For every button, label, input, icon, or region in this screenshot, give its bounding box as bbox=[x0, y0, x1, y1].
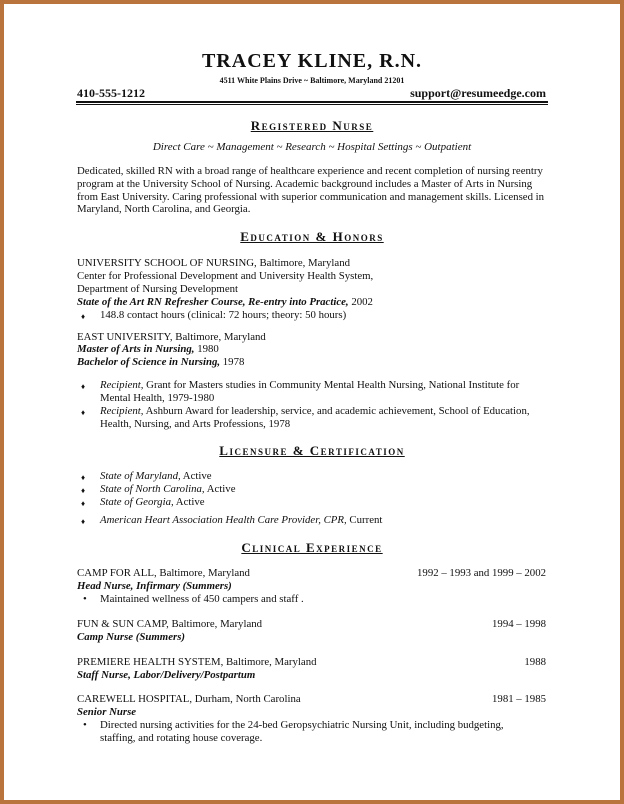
school2-degree2: Bachelor of Science in Nursing, bbox=[77, 356, 221, 368]
school1-hours: 148.8 contact hours (clinical: 72 hours; theory: 50 hours) bbox=[100, 309, 347, 321]
job-1-employer: CAMP FOR ALL, Baltimore, Maryland bbox=[77, 567, 250, 579]
honor-2-label: Recipient, bbox=[100, 405, 144, 417]
bullet-icon: ♦ bbox=[81, 486, 86, 495]
section-title-experience: Clinical Experience bbox=[241, 540, 383, 555]
license-3-label: State of Georgia, bbox=[100, 496, 174, 508]
school1-line1: UNIVERSITY SCHOOL OF NURSING, Baltimore, Maryland bbox=[77, 257, 351, 269]
license-1 bbox=[100, 470, 212, 483]
school1-line3: Department of Nursing Development bbox=[77, 283, 239, 295]
school2-year2: 1978 bbox=[222, 356, 245, 368]
license-3 bbox=[100, 496, 205, 509]
candidate-name: TRACEY KLINE, R.N. bbox=[201, 50, 423, 72]
license-1-label: State of Maryland, bbox=[100, 470, 181, 482]
license-4 bbox=[100, 514, 382, 527]
section-title-objective: Registered Nurse bbox=[250, 118, 374, 133]
honor-2-text: Ashburn Award for leadership, service, and academic achievement, School of Education, bbox=[145, 405, 530, 417]
license-1-status: Active bbox=[182, 470, 212, 482]
section-title-licensure: Licensure & Certification bbox=[219, 443, 405, 458]
job-1-dates: 1992 – 1993 and 1999 – 2002 bbox=[417, 567, 546, 579]
honor-1-line2: Mental Health, 1979-1980 bbox=[100, 392, 215, 404]
header-rule bbox=[76, 101, 548, 105]
job-4-dates: 1981 – 1985 bbox=[492, 693, 546, 705]
license-3-status: Active bbox=[175, 496, 205, 508]
license-2 bbox=[100, 483, 235, 496]
job-1-role: Head Nurse, Infirmary (Summers) bbox=[77, 580, 232, 592]
bullet-icon: ♦ bbox=[81, 499, 86, 508]
school1-program: State of the Art RN Refresher Course, Re-entry into Practice, bbox=[77, 296, 349, 308]
license-4-status: Current bbox=[349, 514, 383, 526]
honor-1-line1 bbox=[100, 379, 519, 392]
bullet-icon: ♦ bbox=[81, 517, 86, 526]
job-4-employer: CAREWELL HOSPITAL, Durham, North Carolina bbox=[77, 693, 301, 705]
bullet-icon: ♦ bbox=[81, 408, 86, 417]
school1-line2: Center for Professional Development and University Health System, bbox=[77, 270, 374, 282]
address: 4511 White Plains Drive ~ Baltimore, Maryland 21201 bbox=[219, 76, 405, 85]
license-2-label: State of North Carolina, bbox=[100, 483, 205, 495]
bullet-icon: • bbox=[83, 593, 87, 605]
school2-line1: EAST UNIVERSITY, Baltimore, Maryland bbox=[77, 331, 266, 343]
job-4-bullet-line2: staffing, and rotating house coverage. bbox=[100, 732, 263, 744]
job-2-dates: 1994 – 1998 bbox=[492, 618, 546, 630]
school2-year1: 1980 bbox=[197, 343, 219, 355]
job-3-role: Staff Nurse, Labor/Delivery/Postpartum bbox=[77, 669, 256, 681]
bullet-icon: ♦ bbox=[81, 473, 86, 482]
job-3-employer: PREMIERE HEALTH SYSTEM, Baltimore, Maryland bbox=[77, 656, 317, 668]
honor-1-text: Grant for Masters studies in Community Mental Health Nursing, National Institute for bbox=[146, 379, 520, 391]
school2-degree1: Master of Arts in Nursing, bbox=[77, 343, 195, 355]
honor-1-label: Recipient, bbox=[100, 379, 144, 391]
bullet-icon: ♦ bbox=[81, 312, 86, 321]
phone: 410-555-1212 bbox=[77, 86, 145, 100]
summary-paragraph: Dedicated, skilled RN with a broad range of healthcare experience and recent completion of nursing reentry program at the University School of Nursing. Academic background includes a Master of Arts in Nursing from East University. Caring professional with superior communication and management skills. Licensed in Maryland, North Carolina, and Georgia. bbox=[77, 165, 545, 216]
bullet-icon: ♦ bbox=[81, 382, 86, 391]
school2-degree2-line bbox=[77, 356, 244, 369]
job-4-role: Senior Nurse bbox=[77, 706, 137, 718]
school1-program-line bbox=[77, 296, 373, 309]
resume-page bbox=[4, 4, 620, 800]
objective-subtitle: Direct Care ~ Management ~ Research ~ Hospital Settings ~ Outpatient bbox=[152, 141, 472, 153]
honor-2-line1 bbox=[100, 405, 530, 418]
job-1-bullet: Maintained wellness of 450 campers and staff . bbox=[100, 593, 304, 605]
job-3-dates: 1988 bbox=[524, 656, 546, 668]
job-2-role: Camp Nurse (Summers) bbox=[77, 631, 185, 643]
license-2-status: Active bbox=[206, 483, 236, 495]
job-4-bullet-line1: Directed nursing activities for the 24-bed Geropsychiatric Nursing Unit, including budgeting, bbox=[100, 719, 504, 731]
bullet-icon: • bbox=[83, 719, 87, 731]
section-title-education: Education & Honors bbox=[240, 229, 384, 244]
school2-degree1-line bbox=[77, 343, 219, 356]
school1-year: 2002 bbox=[351, 296, 373, 308]
license-4-label: American Heart Association Health Care Provider, CPR, bbox=[100, 514, 347, 526]
email-link[interactable]: support@resumeedge.com bbox=[410, 86, 546, 100]
job-2-employer: FUN & SUN CAMP, Baltimore, Maryland bbox=[77, 618, 263, 630]
honor-2-line2: Health, Nursing, and Arts Professions, 1978 bbox=[100, 418, 291, 430]
